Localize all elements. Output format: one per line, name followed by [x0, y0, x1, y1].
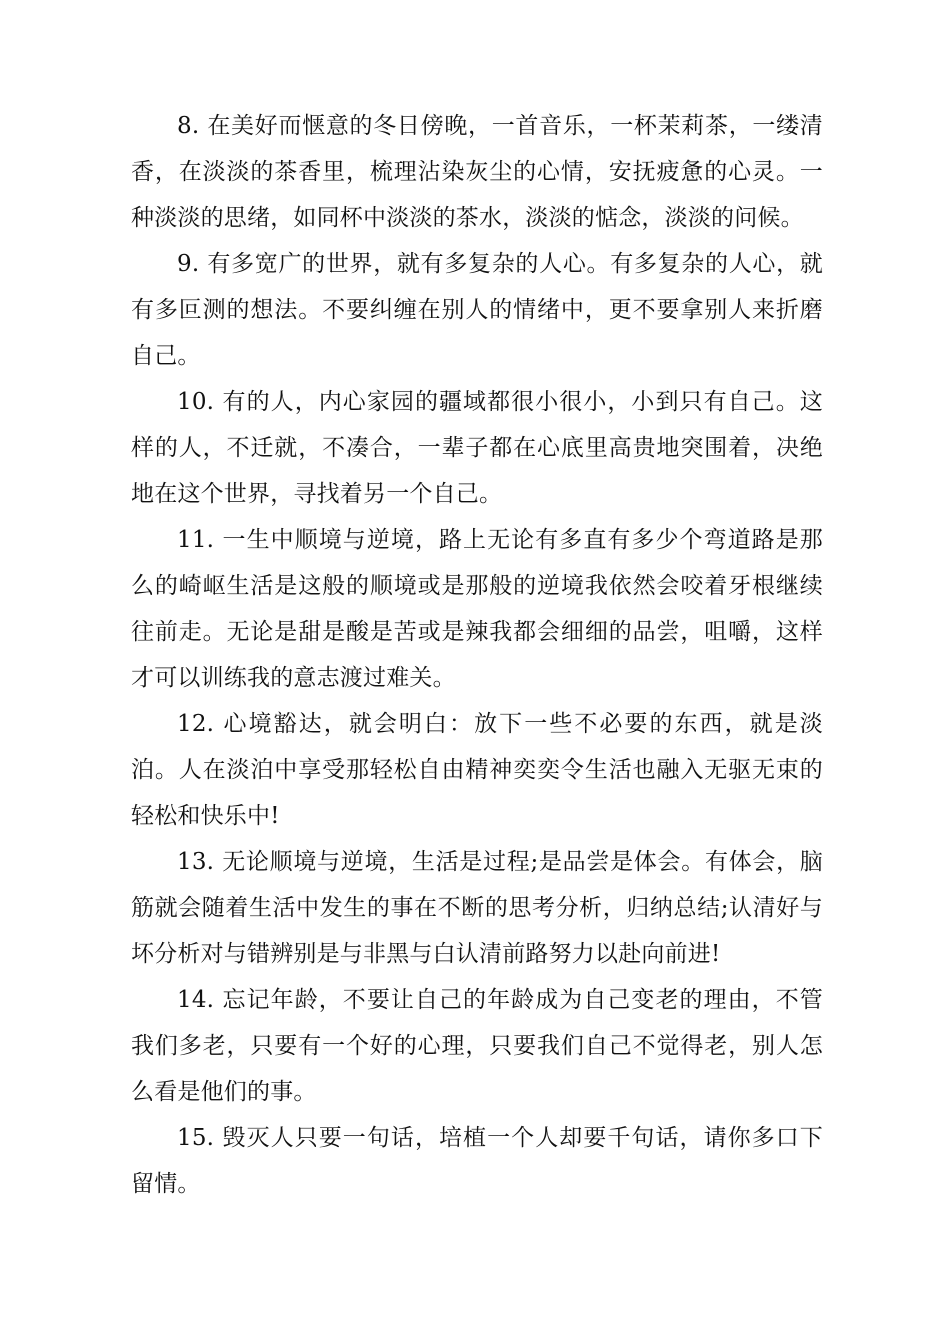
- paragraph-14: 14. 忘记年龄，不要让自己的年龄成为自己变老的理由，不管我们多老，只要有一个好的心理，只要我们自己不觉得老，别人怎么看是他们的事。: [131, 987, 823, 1105]
- paragraph-12: 12. 心境豁达，就会明白：放下一些不必要的东西，就是淡泊。人在淡泊中享受那轻松自由精神奕奕令生活也融入无驱无束的轻松和快乐中!: [131, 711, 823, 829]
- paragraph-10: 10. 有的人，内心家园的疆域都很小很小，小到只有自己。这样的人，不迁就，不凑合，一辈子都在心底里高贵地突围着，决绝地在这个世界，寻找着另一个自己。: [131, 389, 823, 507]
- paragraph-11: 11. 一生中顺境与逆境，路上无论有多直有多少个弯道路是那么的崎岖生活是这般的顺境或是那般的逆境我依然会咬着牙根继续往前走。无论是甜是酸是苦或是辣我都会细细的品尝，咀嚼，这样才可以训练我的意志渡过难关。: [131, 527, 823, 691]
- document-body: [131, 103, 823, 1207]
- paragraph-9: 9. 有多宽广的世界，就有多复杂的人心。有多复杂的人心，就有多叵测的想法。不要纠缠在别人的情绪中，更不要拿别人来折磨自己。: [131, 251, 823, 369]
- paragraph-15: 15. 毁灭人只要一句话，培植一个人却要千句话，请你多口下留情。: [131, 1125, 823, 1197]
- paragraph-8: 8. 在美好而惬意的冬日傍晚，一首音乐，一杯茉莉茶，一缕清香，在淡淡的茶香里，梳理沾染灰尘的心情，安抚疲惫的心灵。一种淡淡的思绪，如同杯中淡淡的茶水，淡淡的惦念，淡淡的问候。: [131, 113, 823, 231]
- paragraph-13: 13. 无论顺境与逆境，生活是过程;是品尝是体会。有体会，脑筋就会随着生活中发生的事在不断的思考分析，归纳总结;认清好与坏分析对与错辨别是与非黑与白认清前路努力以赴向前进!: [131, 849, 823, 967]
